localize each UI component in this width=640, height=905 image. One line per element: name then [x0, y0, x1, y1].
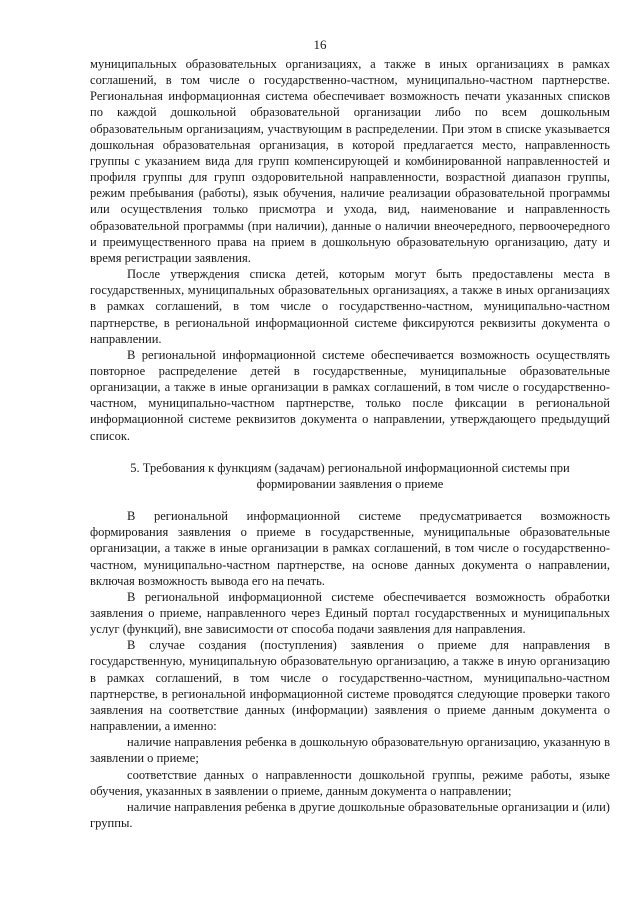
list-item-check-other-referrals: наличие направления ребенка в другие дошкольные образовательные организации и (или) группы.: [90, 799, 610, 831]
list-item-check-group-data: соответствие данных о направленности дошкольной группы, режиме работы, языке обучения, указанных в заявлении о приеме, данным документа о направлении;: [90, 767, 610, 798]
paragraph-application-processing: В региональной информационной системе обеспечивается возможность обработки заявления о приеме, направленного через Единый портал государственных и муниципальных услуг (функций), вне зависимости от способа подачи заявления для направления.: [90, 589, 610, 637]
document-body: [90, 56, 610, 831]
list-item-check-referral: наличие направления ребенка в дошкольную образовательную организацию, указанную в заявлении о приеме;: [90, 735, 610, 766]
paragraph-continuation: муниципальных образовательных организациях, а также в иных организациях в рамках соглашений, в том числе о государственно-частном, муниципально-частном партнерстве. Региональная информационная система обеспечивает возможность печати указанных списков по каждой дошкольной образовательной организации либо по всем дошкольным образовательным организациям, участвующим в распределении. При этом в списке указывается дошкольная образовательная организация, в которой предлагается место, направленность группы с указанием вида для групп компенсирующей и комбинированной направленностей и профиля группы для групп оздоровительной направленности, возрастной диапазон группы, режим пребывания (работы), язык обучения, наличие реализации образовательной программы или осуществления только присмотра и ухода, вид, наименование и направленность образовательной программы (при наличии), данные о наличии внеочередного, первоочередного и преимущественного права на прием в дошкольную образовательную организацию, дату и время регистрации заявления.: [90, 57, 610, 265]
paragraph-list-approval: После утверждения списка детей, которым могут быть предоставлены места в государственных, муниципальных образовательных организациях, а также в иных организациях в рамках соглашений, в том числе о государственно-частном, муниципально-частном партнерстве, в региональной информационной системе фиксируются реквизиты документа о направлении.: [90, 267, 610, 346]
paragraph-checks-intro: В случае создания (поступления) заявления о приеме для направления в государственную, муниципальную образовательную организацию, а также в иную организацию в рамках соглашений, в том числе о государственно-частном, муниципально-частном партнерстве, в региональной информационной системе проводятся следующие проверки такого заявления на соответствие данных (информации) заявления о приеме данным документа о направлении, а именно:: [90, 638, 610, 734]
section-heading: 5. Требования к функциям (задачам) региональной информационной системы при формировании заявления о приеме: [130, 460, 570, 491]
paragraph-redistribution: В региональной информационной системе обеспечивается возможность осуществлять повторное распределение детей в государственные, муниципальные образовательные организации, а также в иные организации в рамках соглашений, в том числе о государственно-частном, муниципально-частном партнерстве, только после фиксации в региональной информационной системе реквизитов документа о направлении, утверждающего предыдущий список.: [90, 347, 610, 443]
page-number: 16: [313, 37, 327, 52]
paragraph-application-forming: В региональной информационной системе предусматривается возможность формирования заявления о приеме в государственные, муниципальные образовательные организации, а также в иные организации в рамках соглашений, в том числе о государственно-частном, муниципально-частном партнерстве, на основе данных документа о направлении, включая возможность вывода его на печать.: [90, 509, 610, 588]
